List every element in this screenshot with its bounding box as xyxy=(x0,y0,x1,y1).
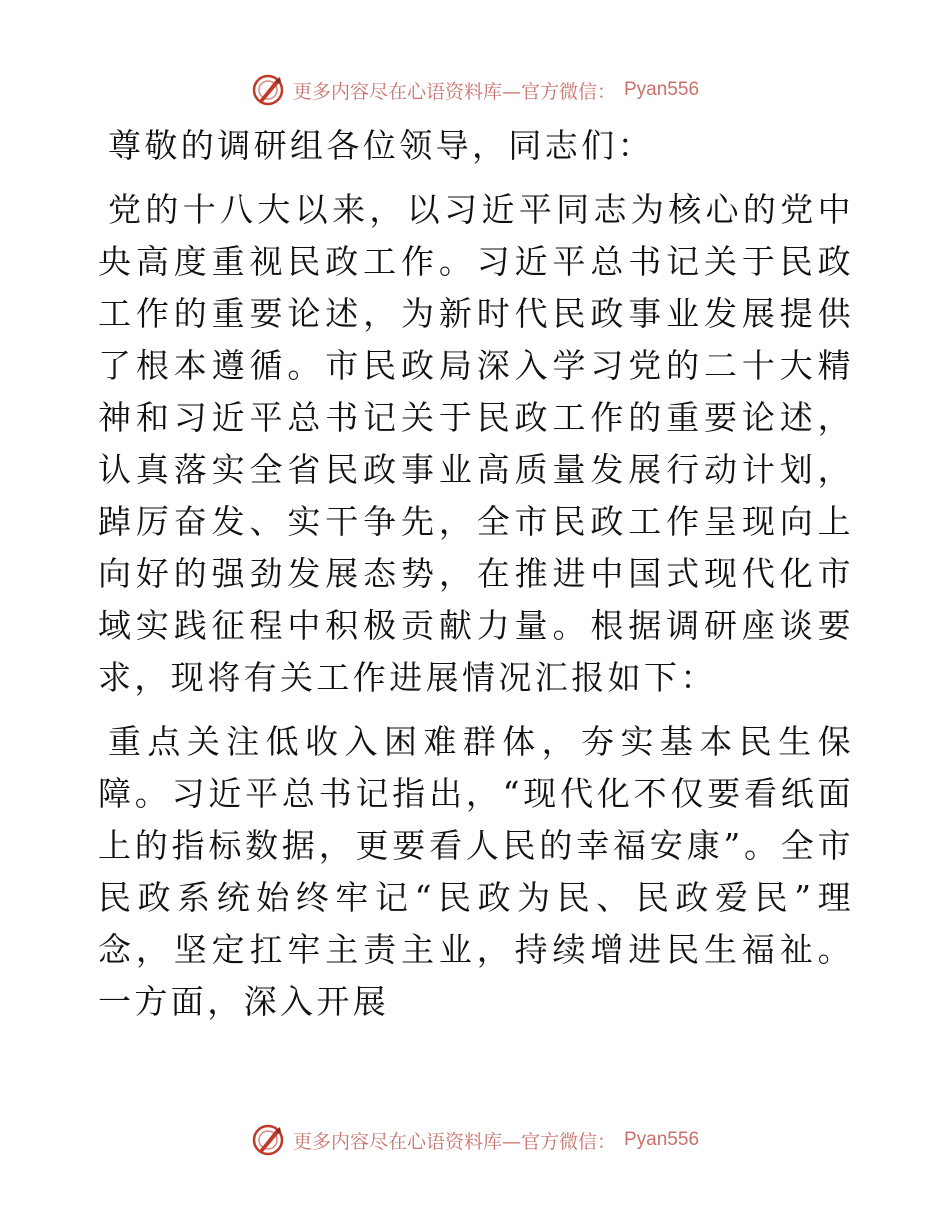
quill-pen-logo-icon xyxy=(251,1123,285,1157)
quill-pen-logo-icon xyxy=(251,73,285,107)
watermark-wechat-id: Pyan556 xyxy=(624,79,700,100)
header-watermark xyxy=(0,70,950,110)
paragraph-livelihood: 重点关注低收入困难群体，夯实基本民生保障。习近平总书记指出，“现代化不仅要看纸面上的指标数据，更要看人民的幸福安康”。全市民政系统始终牢记“民政为民、民政爱民”理念，坚定扛牢主责主业，持续增进民生福祉。一方面，深入开展 xyxy=(98,722,854,1021)
document-body xyxy=(98,120,854,1028)
watermark-wechat-id: Pyan556 xyxy=(624,1129,700,1150)
watermark-text: 更多内容尽在心语资料库—官方微信： xyxy=(292,1130,616,1153)
paragraph-intro: 党的十八大以来，以习近平同志为核心的党中央高度重视民政工作。习近平总书记关于民政工作的重要论述，为新时代民政事业发展提供了根本遵循。市民政局深入学习党的二十大精神和习近平总书记关于民政工作的重要论述，认真落实全省民政事业高质量发展行动计划，踔厉奋发、实干争先，全市民政工作呈现向上向好的强劲发展态势，在推进中国式现代化市域实践征程中积极贡献力量。根据调研座谈要求，现将有关工作进展情况汇报如下： xyxy=(98,190,854,697)
footer-watermark xyxy=(0,1120,950,1160)
greeting: 尊敬的调研组各位领导，同志们： xyxy=(108,126,654,165)
watermark-text: 更多内容尽在心语资料库—官方微信： xyxy=(292,80,616,103)
